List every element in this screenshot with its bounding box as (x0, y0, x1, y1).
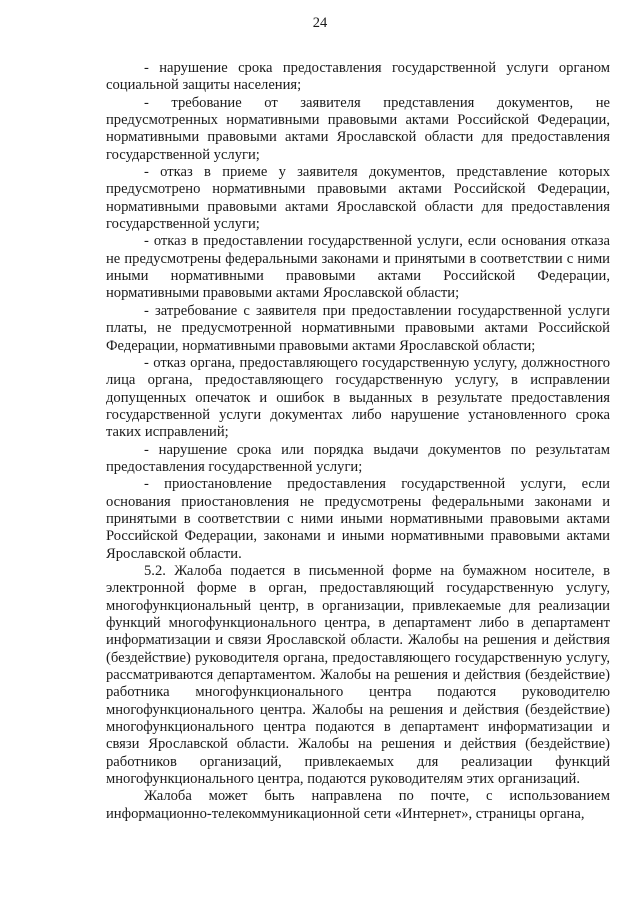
paragraph-demand-documents: - требование от заявителя представления документов, не предусмотренных нормативными правовыми актами Российской Федерации, нормативными правовыми актами Ярославской области для предоставления государственной услуги; (106, 94, 610, 163)
paragraph-refusal-service: - отказ в предоставлении государственной услуги, если основания отказа не предусмотрены федеральными законами и принятыми в соответствии с ними иными нормативными правовыми актами Российской Федерации, нормативными правовыми актами Ярославской области; (106, 233, 610, 302)
paragraph-refusal-corrections: - отказ органа, предоставляющего государственную услугу, должностного лица органа, предоставляющего государственную услугу, в исправлении допущенных опечаток и ошибок в выданных в результате предоставления государственной услуги документах либо нарушение установленного срока таких исправлений; (106, 354, 610, 441)
paragraph-section-5-2: 5.2. Жалоба подается в письменной форме на бумажном носителе, в электронной форме в орган, предоставляющий государственную услугу, многофункциональный центр, в организации, привлекаемые для реализации функций многофункционального центра, в департамент либо в департамент информатизации и связи Ярославской области. Жалобы на решения и действия (бездействие) руководителя органа, предоставляющего государственную услугу, рассматриваются департаментом. Жалобы на решения и действия (бездействие) работника многофункционального центра подаются руководителю многофункционального центра. Жалобы на решения и действия (бездействие) многофункционального центра подаются в департамент информатизации и связи Ярославской области. Жалобы на решения и действия (бездействие) работников организаций, привлекаемых для реализации функций многофункционального центра, подаются руководителям этих организаций. (106, 562, 610, 788)
paragraph-complaint-channels: Жалоба может быть направлена по почте, с использованием информационно-телекоммуникационной сети «Интернет», страницы органа, (106, 788, 610, 822)
paragraph-violation-deadline: - нарушение срока предоставления государственной услуги органом социальной защиты населения; (106, 60, 610, 94)
page-number: 24 (312, 15, 328, 31)
paragraph-violation-issuance: - нарушение срока или порядка выдачи документов по результатам предоставления государственной услуги; (106, 441, 610, 475)
document-body (106, 60, 610, 823)
paragraph-suspension: - приостановление предоставления государственной услуги, если основания приостановления не предусмотрены федеральными законами и принятыми в соответствии с ними иными нормативными правовыми актами Российской Федерации, законами и иными нормативными правовыми актами Ярославской области. (106, 476, 610, 562)
paragraph-refusal-acceptance: - отказ в приеме у заявителя документов, представление которых предусмотрено нормативными правовыми актами Российской Федерации, нормативными правовыми актами Ярославской области для предоставления государственной услуги; (106, 164, 610, 233)
paragraph-demand-payment: - затребование с заявителя при предоставлении государственной услуги платы, не предусмотренной нормативными правовыми актами Российской Федерации, нормативными правовыми актами Ярославской области; (106, 302, 610, 354)
